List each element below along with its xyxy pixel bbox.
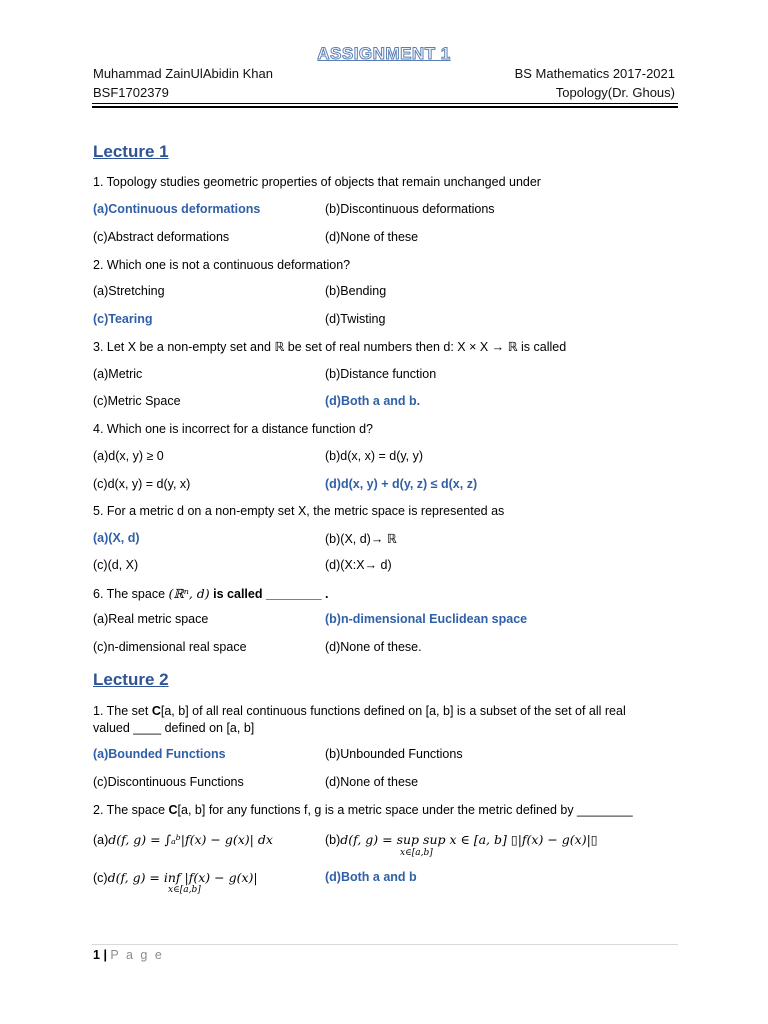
option-1-5-a: (a)(X, d) xyxy=(93,531,140,545)
option-2-2-c-subscript: x∈[a,b] xyxy=(168,885,201,895)
question-1-6-prefix: 6. The space xyxy=(93,587,169,601)
option-2-2-b-label: (b) xyxy=(325,833,341,847)
assignment-title: ASSIGNMENT 1 xyxy=(317,44,451,63)
option-1-6-c: (c)n-dimensional real space xyxy=(93,640,247,654)
question-1-3: 3. Let X be a non-empty set and ℝ be set of real numbers then d: X × X → ℝ is called xyxy=(93,340,567,354)
option-2-1-a: (a)Bounded Functions xyxy=(93,747,226,761)
option-1-2-b: (b)Bending xyxy=(325,284,387,298)
question-1-2: 2. Which one is not a continuous deformation? xyxy=(93,258,351,272)
page-word: P a g e xyxy=(110,948,164,962)
option-2-2-c xyxy=(93,870,258,885)
question-1-4: 4. Which one is incorrect for a distance function d? xyxy=(93,422,374,436)
lecture-2-heading: Lecture 2 xyxy=(93,670,169,689)
option-2-2-a-label: (a) xyxy=(93,833,109,847)
option-1-4-b: (b)d(x, x) = d(y, y) xyxy=(325,449,424,463)
option-2-2-b xyxy=(325,832,598,847)
footer-rule xyxy=(92,944,678,945)
lecture-1-heading: Lecture 1 xyxy=(93,142,169,161)
page-separator: | xyxy=(103,948,107,962)
option-1-4-a: (a)d(x, y) ≥ 0 xyxy=(93,449,164,463)
option-1-5-c: (c)(d, X) xyxy=(93,558,139,572)
option-2-2-d: (d)Both a and b xyxy=(325,870,417,884)
option-2-2-c-label: (c) xyxy=(93,871,108,885)
option-1-4-d: (d)d(x, y) + d(y, z) ≤ d(x, z) xyxy=(325,477,478,491)
header-rule-thin xyxy=(92,103,678,104)
question-1-6 xyxy=(93,585,663,603)
option-2-2-b-math: d(f, g) = sup sup x ∈ [a, b] ▯|f(x) − g(x)|▯ xyxy=(340,832,598,847)
option-1-2-a: (a)Stretching xyxy=(93,284,165,298)
option-1-4-c: (c)d(x, y) = d(y, x) xyxy=(93,477,191,491)
option-1-6-a: (a)Real metric space xyxy=(93,612,209,626)
option-2-2-a-math: d(f, g) = ∫ₐᵇ|f(x) − g(x)| dx xyxy=(108,832,273,847)
option-1-3-b: (b)Distance function xyxy=(325,367,437,381)
option-1-2-c: (c)Tearing xyxy=(93,312,153,326)
option-2-1-d: (d)None of these xyxy=(325,775,419,789)
option-1-6-d: (d)None of these. xyxy=(325,640,422,654)
option-1-1-a: (a)Continuous deformations xyxy=(93,202,261,216)
option-1-6-b: (b)n-dimensional Euclidean space xyxy=(325,612,528,626)
question-2-1-suffix: [a, b] of all real continuous functions defined on [a, b] is a subset of the set of all real valued ____ defined on [a, b] xyxy=(93,704,626,735)
page-number: 1 xyxy=(93,948,100,962)
option-1-5-d: (d)(X:X→ d) xyxy=(325,558,392,572)
option-2-2-c-math: d(f, g) = inf |f(x) − g(x)| xyxy=(107,870,258,885)
course-label: Topology(Dr. Ghous) xyxy=(555,85,675,100)
option-1-3-c: (c)Metric Space xyxy=(93,394,181,408)
question-2-2-prefix: 2. The space xyxy=(93,803,169,817)
option-1-1-d: (d)None of these xyxy=(325,230,419,244)
option-1-1-b: (b)Discontinuous deformations xyxy=(325,202,495,216)
question-1-6-suffix: is called ________ . xyxy=(209,587,329,601)
roll-number: BSF1702379 xyxy=(93,85,169,100)
option-1-3-d: (d)Both a and b. xyxy=(325,394,421,408)
option-1-1-c: (c)Abstract deformations xyxy=(93,230,230,244)
page-footer xyxy=(93,948,164,962)
option-2-1-b: (b)Unbounded Functions xyxy=(325,747,463,761)
author-name: Muhammad ZainUlAbidin Khan xyxy=(93,66,273,81)
option-1-5-b: (b)(X, d)→ ℝ xyxy=(325,532,397,546)
question-1-1: 1. Topology studies geometric properties of objects that remain unchanged under xyxy=(93,175,541,189)
option-1-2-d: (d)Twisting xyxy=(325,312,386,326)
option-2-2-a xyxy=(93,832,273,847)
question-2-1 xyxy=(93,703,663,737)
option-2-2-b-subscript: x∈[a,b] xyxy=(400,848,433,858)
header-rule-thick xyxy=(92,106,678,108)
option-2-1-c: (c)Discontinuous Functions xyxy=(93,775,244,789)
option-1-3-a: (a)Metric xyxy=(93,367,143,381)
program-label: BS Mathematics 2017-2021 xyxy=(514,66,675,81)
question-2-1-prefix: 1. The set xyxy=(93,704,152,718)
question-2-2-suffix: [a, b] for any functions f, g is a metric space under the metric defined by ________ xyxy=(177,803,633,817)
question-2-2 xyxy=(93,802,663,819)
question-2-2-bold: C xyxy=(168,803,178,817)
question-2-1-bold: C xyxy=(151,704,161,718)
question-1-5: 5. For a metric d on a non-empty set X, the metric space is represented as xyxy=(93,504,505,518)
question-1-6-math: (ℝⁿ, d) xyxy=(168,586,210,601)
